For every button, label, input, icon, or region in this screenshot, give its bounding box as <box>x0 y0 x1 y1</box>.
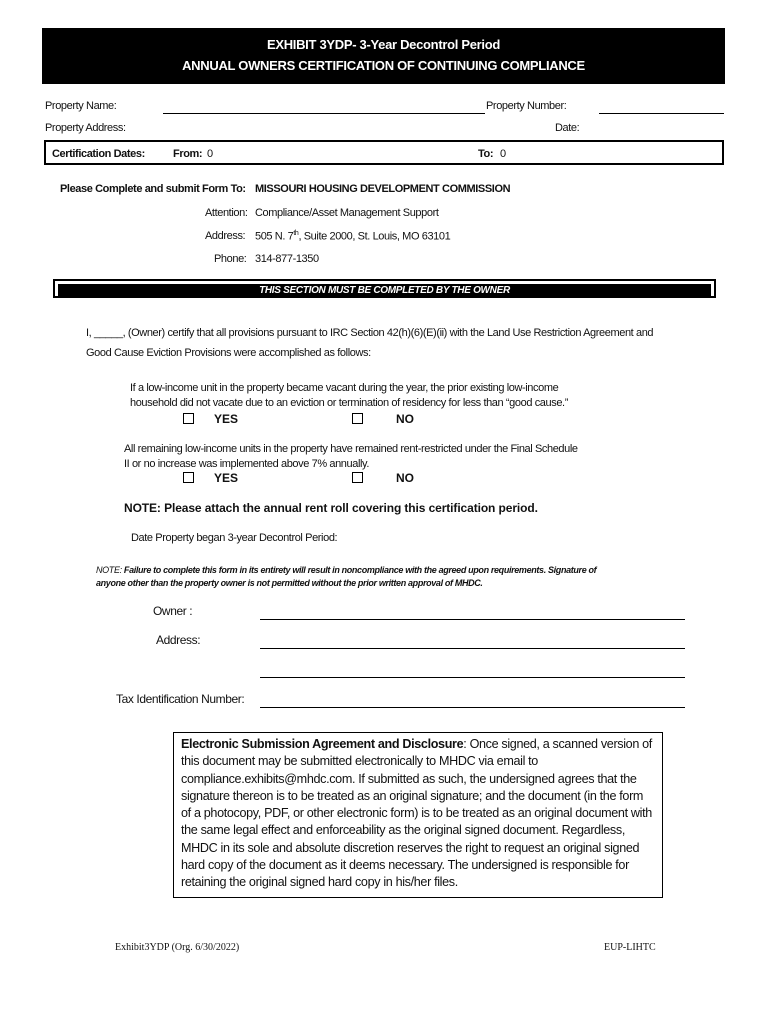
owner-section-label: THIS SECTION MUST BE COMPLETED BY THE OWNER <box>58 284 711 296</box>
attention-label: Attention: <box>205 207 248 219</box>
address-label: Address: <box>205 230 246 242</box>
failure-note-line-2: anyone other than the property owner is not permitted without the prior written approval of MHDC. <box>96 578 483 588</box>
owner-address-label: Address: <box>156 633 201 647</box>
form-subtitle: ANNUAL OWNERS CERTIFICATION OF CONTINUING COMPLIANCE <box>182 58 585 73</box>
owner-section-bar <box>53 279 716 298</box>
question-2-yes-checkbox[interactable] <box>183 472 194 483</box>
question-1-line-2: household did not vacate due to an eviction or termination of residency for less than “good cause.” <box>130 397 568 409</box>
property-number-field[interactable] <box>599 113 724 114</box>
owner-address-field-2[interactable] <box>260 677 685 678</box>
question-2-line-1: All remaining low-income units in the property have remained rent-restricted under the Final Schedule <box>124 443 578 455</box>
rent-roll-note: NOTE: Please attach the annual rent roll covering this certification period. <box>124 501 538 515</box>
question-1-line-1: If a low-income unit in the property became vacant during the year, the prior existing low-income <box>130 382 559 394</box>
decontrol-date-label: Date Property began 3-year Decontrol Period: <box>131 532 338 544</box>
to-date-field[interactable]: 0 <box>500 148 506 160</box>
failure-note-line-1: NOTE: Failure to complete this form in its entirety will result in noncompliance with the agreed upon requirements. Signature of <box>96 565 597 575</box>
property-number-label: Property Number: <box>486 100 567 112</box>
property-name-field[interactable] <box>163 113 485 114</box>
question-2-yes-label: YES <box>214 471 239 485</box>
certify-line-2: Good Cause Eviction Provisions were accomplished as follows: <box>86 347 371 359</box>
certification-dates-label: Certification Dates: <box>52 148 145 160</box>
form-header <box>42 28 725 84</box>
certification-dates-box <box>44 140 724 165</box>
submit-org: MISSOURI HOUSING DEVELOPMENT COMMISSION <box>255 183 511 195</box>
form-title: EXHIBIT 3YDP- 3-Year Decontrol Period <box>266 37 501 52</box>
property-name-label: Property Name: <box>45 100 117 112</box>
question-2-no-label: NO <box>396 471 414 485</box>
question-1-no-checkbox[interactable] <box>352 413 363 424</box>
owner-address-field[interactable] <box>260 648 685 649</box>
certify-line-1: I, _____, (Owner) certify that all provisions pursuant to IRC Section 42(h)(6)(E)(ii) with the Land Use Restriction Agreement and <box>86 327 654 339</box>
from-label: From: <box>173 148 203 160</box>
address-value: 505 N. 7th, Suite 2000, St. Louis, MO 63101 <box>255 230 451 243</box>
from-date-field[interactable]: 0 <box>207 148 213 160</box>
owner-label: Owner : <box>153 604 193 618</box>
footer-left: Exhibit3YDP (Org. 6/30/2022) <box>115 942 240 953</box>
owner-name-blank[interactable]: _____ <box>93 327 123 339</box>
phone-value: 314-877-1350 <box>255 253 319 265</box>
question-2-no-checkbox[interactable] <box>352 472 363 483</box>
question-2-line-2: II or no increase was implemented above 7% annually. <box>124 458 369 470</box>
phone-label: Phone: <box>214 253 247 265</box>
question-1-yes-label: YES <box>214 412 239 426</box>
agreement-body: : Once signed, a scanned version of this document may be submitted electronically to MHDC via email to compliance.exhibits@mhdc.com. If submitted as such, the undersigned agrees that the signature thereon is to be treated as an original signature; and the document (in the form of a photocopy, PDF, or other electronic form) is to be treated as an original document with the same legal effect and enforceability as the original signed document. Regardless, MHDC in its sole and absolute discretion reserves the right to request an original signed hard copy of the document as it deems necessary. The undersigned is responsible for retaining the original signed hard copy in his/her files. <box>181 737 652 890</box>
tin-field[interactable] <box>260 707 685 708</box>
agreement-title: Electronic Submission Agreement and Disclosure <box>181 737 464 751</box>
tin-label: Tax Identification Number: <box>116 692 245 706</box>
submit-to-label: Please Complete and submit Form To: <box>60 183 246 195</box>
date-label: Date: <box>555 122 580 134</box>
property-address-label: Property Address: <box>45 122 126 134</box>
question-1-yes-checkbox[interactable] <box>183 413 194 424</box>
electronic-submission-agreement <box>173 732 663 898</box>
footer-right: EUP-LIHTC <box>604 942 656 953</box>
to-label: To: <box>478 148 494 160</box>
attention-value: Compliance/Asset Management Support <box>255 207 439 219</box>
owner-field[interactable] <box>260 619 685 620</box>
question-1-no-label: NO <box>396 412 414 426</box>
